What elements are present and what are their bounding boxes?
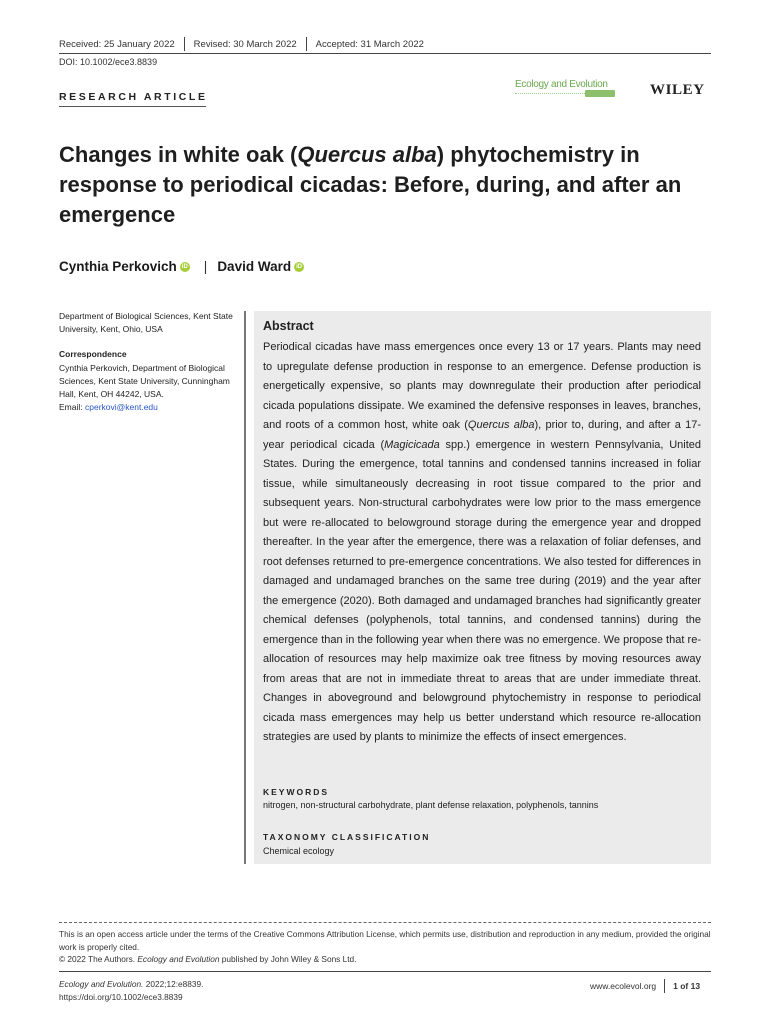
citation-doi-link[interactable]: https://doi.org/10.1002/ece3.8839	[59, 992, 183, 1002]
title-text: ) phytochemistry in response to periodical cicadas: Before, during, and after an emergence	[59, 142, 682, 227]
keywords: nitrogen, non-structural carbohydrate, plant defense relaxation, polyphenols, tannins	[263, 800, 599, 810]
footer-rule	[59, 971, 711, 972]
abstract-genus: Magicicada	[384, 438, 440, 451]
article-dates	[59, 37, 424, 51]
copyright-text: © 2022 The Authors.	[59, 954, 138, 964]
revised-date: Revised: 30 March 2022	[193, 38, 297, 50]
copyright-text: published by John Wiley & Sons Ltd.	[219, 954, 357, 964]
article-type: RESEARCH ARTICLE	[59, 91, 208, 103]
author-list	[59, 259, 304, 274]
citation-journal: Ecology and Evolution.	[59, 979, 144, 989]
journal-logo	[515, 79, 615, 94]
divider	[306, 37, 307, 51]
correspondence-address: Cynthia Perkovich, Department of Biological Sciences, Kent State University, Cunningham Hall, Kent, OH 44242, USA.	[59, 363, 230, 399]
correspondence	[59, 362, 244, 414]
correspondence-heading: Correspondence	[59, 349, 127, 359]
author-separator: |	[203, 259, 208, 274]
title-text: Changes in white oak (	[59, 142, 298, 167]
abstract-species: Quercus alba	[467, 419, 535, 431]
header-rule	[59, 53, 711, 54]
citation	[59, 978, 203, 1004]
abstract-side-rule	[244, 311, 246, 864]
footer-right	[590, 979, 700, 993]
divider	[184, 37, 185, 51]
accepted-date: Accepted: 31 March 2022	[315, 38, 424, 50]
keywords-heading: KEYWORDS	[263, 787, 330, 797]
copyright-journal: Ecology and Evolution	[137, 954, 220, 964]
website-link[interactable]: www.ecolevol.org	[590, 981, 657, 991]
license-text: This is an open access article under the terms of the Creative Commons Attribution License, which permits use, distribution and reproduction in any medium, provided the original work is properly cited.	[59, 929, 711, 952]
abstract-text	[263, 338, 701, 748]
abstract-segment: Periodical cicadas have mass emergences once every 13 or 17 years. Plants may need to upregulate defense production in response to an emergence. Defense production is energetically expensive, so plants may downregulate their production after periodical cicada populations dissipate. We examined the defensive responses in leaves, branches, and roots of a common host, white oak (	[263, 341, 701, 431]
taxonomy: Chemical ecology	[263, 846, 335, 856]
page-number: 1 of 13	[673, 981, 701, 991]
author-name[interactable]: David Ward	[217, 259, 292, 274]
email-link[interactable]: cperkovi@kent.edu	[84, 402, 158, 412]
abstract-segment: ), prior to, during, and after a 17-year periodical cicada (	[263, 419, 701, 451]
journal-logo-line	[515, 93, 615, 94]
abstract-segment: spp.) emergence in western Pennsylvania, United States. During the emergence, total tannins and condensed tannins increased in foliar tissue, while simultaneously decreasing in root tissue compared to the prior and subsequent years. Non-structural carbohydrates were low prior to the mass emergence but were re-allocated to belowground storage during the emergence year and dropped thereafter. In the year after the emergence, there was a relaxation of foliar defenses, and root defenses returned to pre-emergence concentrations. We also tested for differences in damaged and undamaged branches on the same tree during (2019) and the year after the emergence (2020). Both damaged and undamaged branches had significantly greater chemical defenses (polyphenols, total tannins, and condensed tannins) during the emergence than in the following year when there was no emergence. We propose that re-allocation of resources may help maximize oak tree fitness by moving resources away from areas that are not in immediate threat to areas that are under immediate threat. Changes in aboveground and belowground phytochemistry in response to periodical cicada mass emergences may help us better understand which resource re-allocation strategies are used by plants to minimize the effects of insect emergences.	[263, 438, 702, 743]
publisher-logo: WILEY	[650, 82, 705, 98]
divider	[664, 979, 665, 993]
author-name[interactable]: Cynthia Perkovich	[59, 259, 177, 274]
orcid-icon[interactable]: iD	[181, 263, 188, 270]
article-type-underline	[59, 106, 206, 107]
title-species: Quercus alba	[297, 142, 437, 167]
journal-name: Ecology and Evolution	[515, 79, 608, 90]
received-date: Received: 25 January 2022	[59, 38, 175, 50]
affiliation: Department of Biological Sciences, Kent State University, Kent, Ohio, USA	[59, 311, 233, 334]
abstract-heading: Abstract	[263, 319, 314, 333]
orcid-icon[interactable]: iD	[296, 263, 303, 270]
open-access-badge	[585, 90, 615, 97]
doi: DOI: 10.1002/ece3.8839	[59, 57, 158, 67]
email-label: Email:	[59, 402, 85, 412]
citation-volume: 2022;12:e8839.	[143, 979, 204, 989]
footer-dotted-rule	[59, 922, 711, 923]
article-title	[59, 140, 699, 230]
copyright	[59, 954, 356, 964]
taxonomy-heading: TAXONOMY CLASSIFICATION	[263, 832, 431, 842]
